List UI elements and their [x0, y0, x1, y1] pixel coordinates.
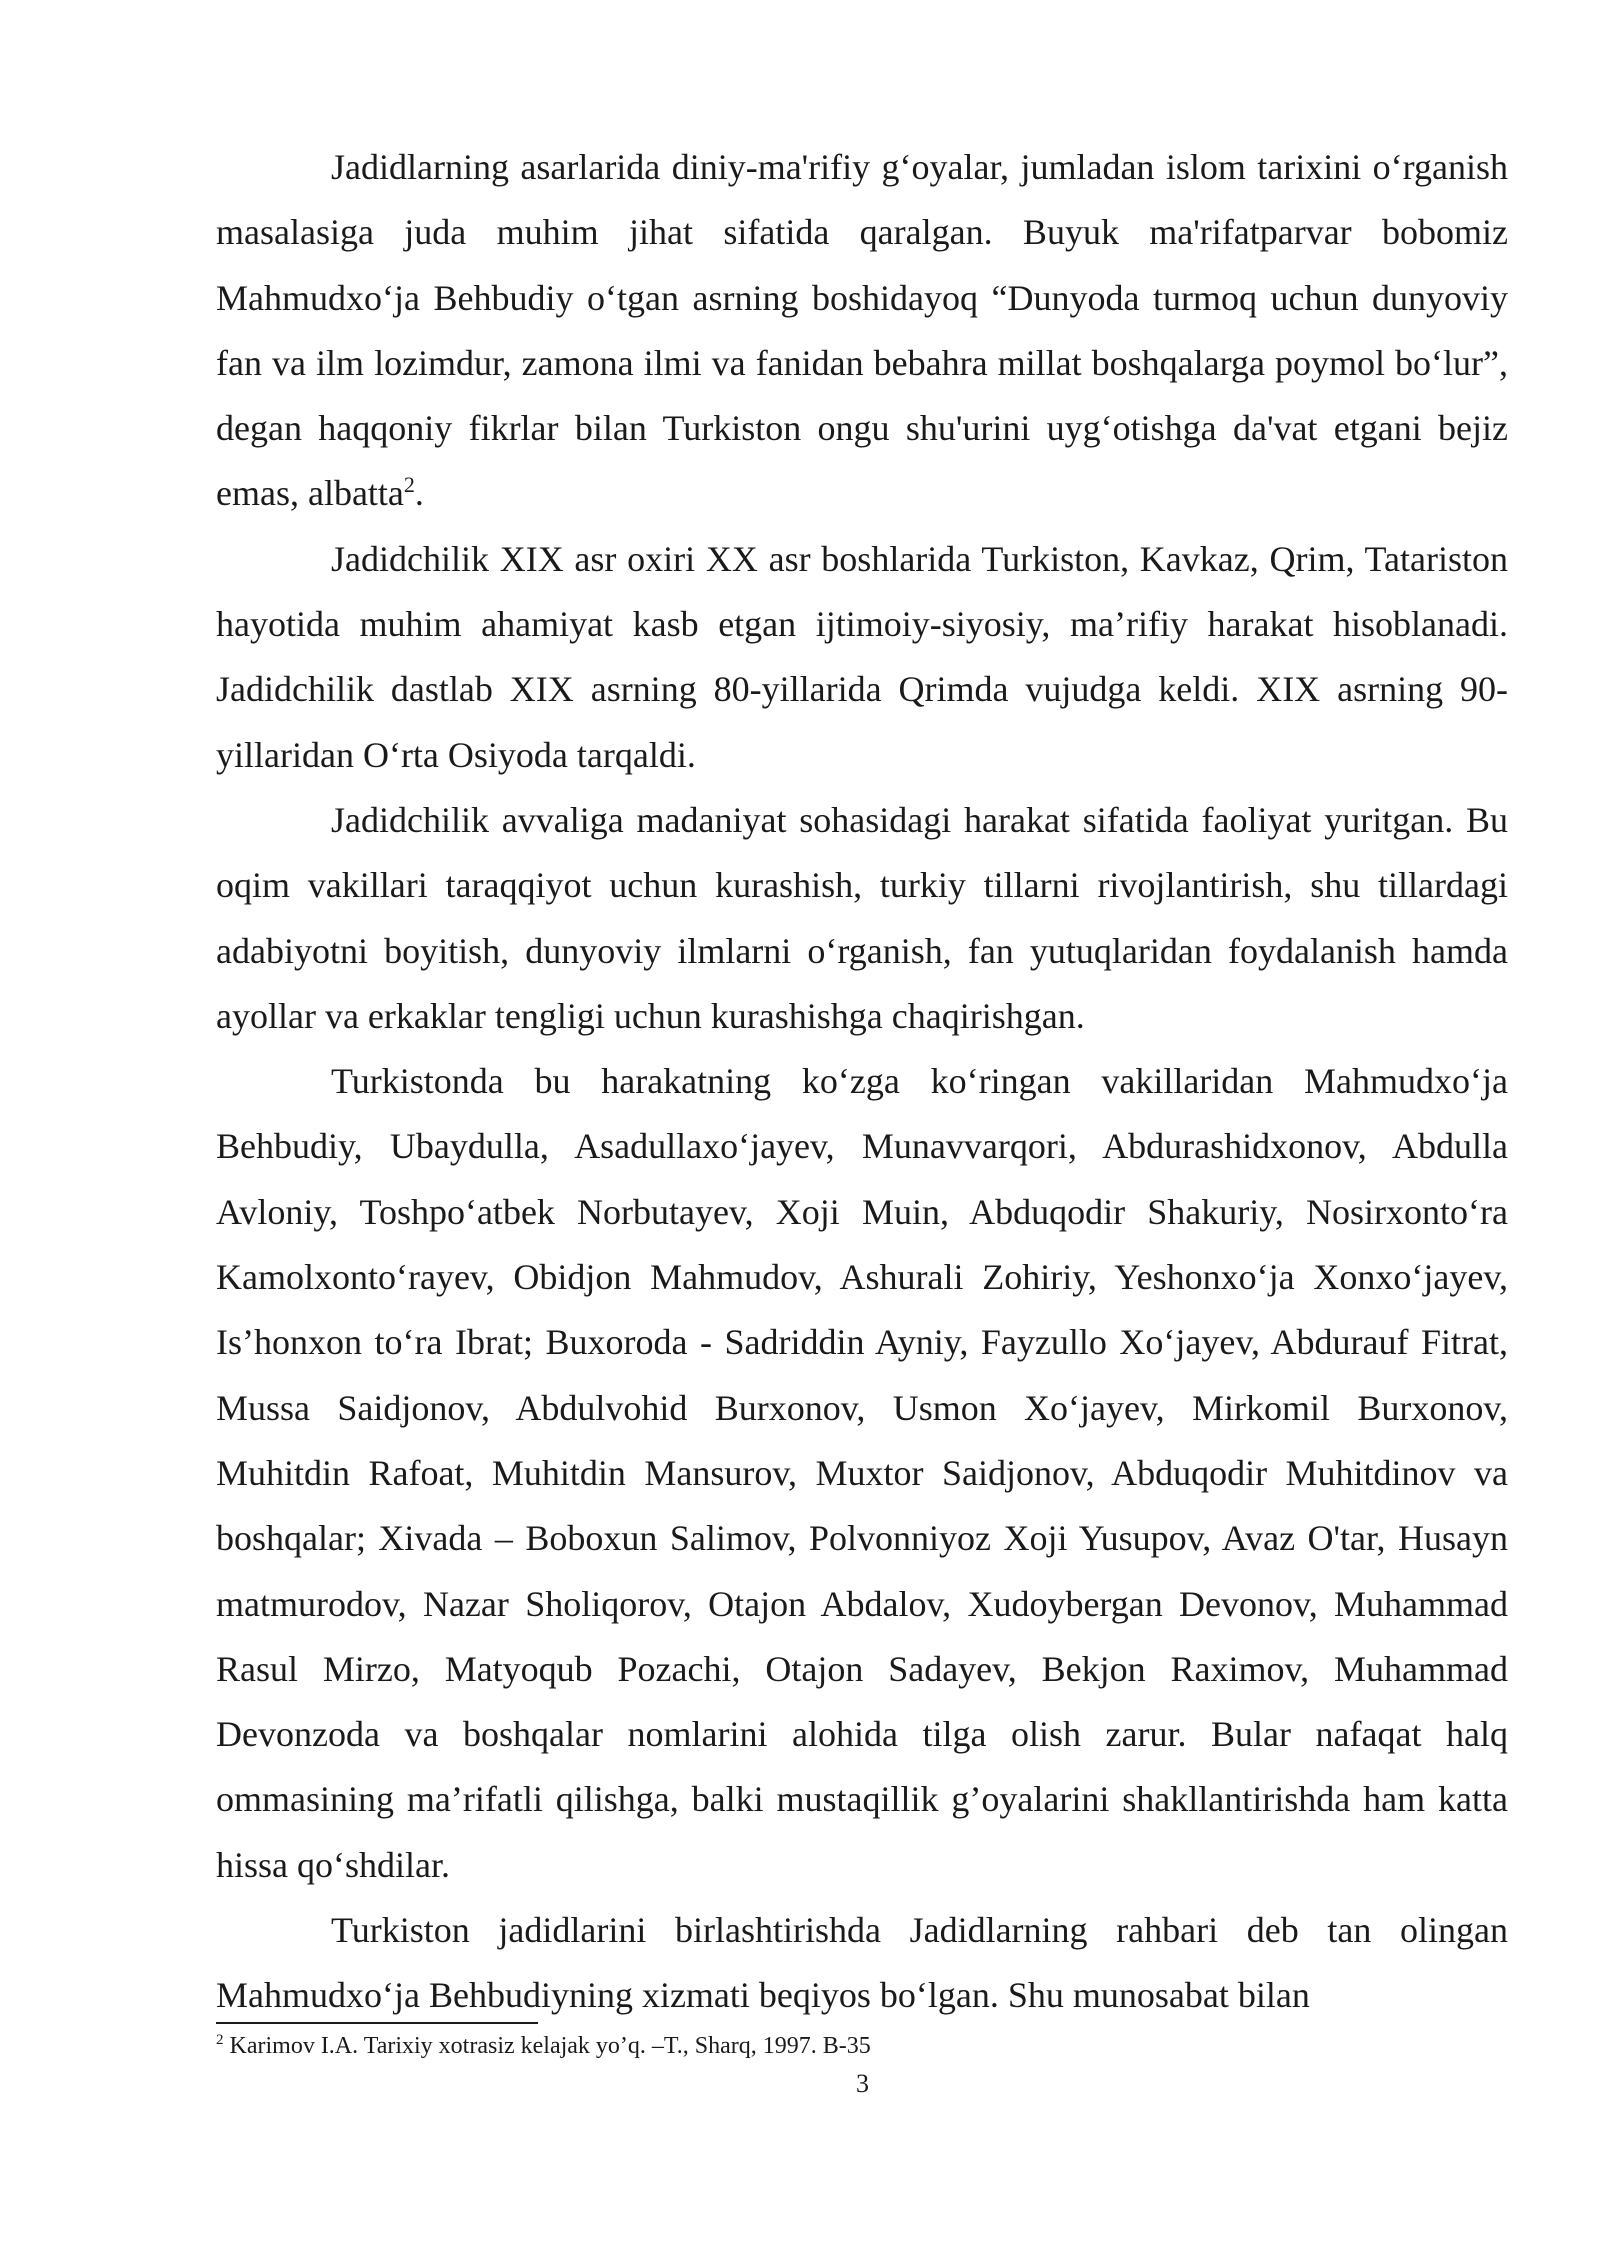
footnote	[216, 2030, 1508, 2062]
paragraph-1-tail: .	[414, 473, 424, 514]
paragraph-4	[216, 1049, 1508, 1898]
footnote-separator	[216, 2022, 538, 2024]
paragraph-1	[216, 135, 1508, 527]
body-text	[216, 135, 1508, 2029]
paragraph-3-text: Jadidchilik avvaliga madaniyat sohasidagi harakat sifatida faoliyat yuritgan. Bu oqim vakillari taraqqiyot uchun kurashish, turkiy tillarni rivojlantirish, shu tillardagi adabiyotni boyitish, dunyoviy ilmlarni o‘rganish, fan yutuqlaridan foydalanish hamda ayollar va erkaklar tengligi uchun kurashishga chaqirishgan.	[216, 799, 1508, 1036]
paragraph-2-text: Jadidchilik XIX asr oxiri XX asr boshlarida Turkiston, Kavkaz, Qrim, Tatariston hayotida muhim ahamiyat kasb etgan ijtimoiy-siyosiy, ma’rifiy harakat hisoblanadi. Jadidchilik dastlab XIX asrning 80-yillarida Qrimda vujudga keldi. XIX asrning 90-yillaridan O‘rta Osiyoda tarqaldi.	[216, 538, 1508, 775]
footnote-mark: 2	[216, 2032, 224, 2048]
paragraph-2	[216, 527, 1508, 788]
paragraph-5	[216, 1898, 1508, 2029]
paragraph-5-text: Turkiston jadidlarini birlashtirishda Jadidlarning rahbari deb tan olingan Mahmudxo‘ja Behbudiyning xizmati beqiyos bo‘lgan. Shu munosabat bilan	[216, 1910, 1508, 2016]
paragraph-1-text: Jadidlarning asarlarida diniy-ma'rifiy g‘oyalar, jumladan islom tarixini o‘rganish masalasiga juda muhim jihat sifatida qaralgan. Buyuk ma'rifatparvar bobomiz Mahmudxo‘ja Behbudiy o‘tgan asrning boshidayoq “Dunyoda turmoq uchun dunyoviy fan va ilm lozimdur, zamona ilmi va fanidan bebahra millat boshqalarga poymol bo‘lur”, degan haqqoniy fikrlar bilan Turkiston ongu shu'urini uyg‘otishga da'vat etgani bejiz emas, albatta	[216, 147, 1508, 514]
footnote-text: Karimov I.A. Tarixiy xotrasiz kelajak yo’q. –T., Sharq, 1997. B-35	[223, 2033, 871, 2059]
footnote-reference: 2	[403, 472, 415, 498]
paragraph-3	[216, 788, 1508, 1049]
page-number: 3	[856, 2069, 869, 2098]
paragraph-4-text: Turkistonda bu harakatning ko‘zga ko‘ringan vakillaridan Mahmudxo‘ja Behbudiy, Ubaydulla, Asadullaxo‘jayev, Munavvarqori, Abdurashidxonov, Abdulla Avloniy, Toshpo‘atbek Norbutayev, Xoji Muin, Abduqodir Shakuriy, Nosirxonto‘ra Kamolxonto‘rayev, Obidjon Mahmudov, Ashurali Zohiriy, Yeshonxo‘ja Xonxo‘jayev, Is’honxon to‘ra Ibrat; Buxoroda - Sadriddin Ayniy, Fayzullo Xo‘jayev, Abdurauf Fitrat, Mussa Saidjonov, Abdulvohid Burxonov, Usmon Xo‘jayev, Mirkomil Burxonov, Muhitdin Rafoat, Muhitdin Mansurov, Muxtor Saidjonov, Abduqodir Muhitdinov va boshqalar; Xivada – Boboxun Salimov, Polvonniyoz Xoji Yusupov, Avaz O'tar, Husayn matmurodov, Nazar Sholiqorov, Otajon Abdalov, Xudoybergan Devonov, Muhammad Rasul Mirzo, Matyoqub Pozachi, Otajon Sadayev, Bekjon Raximov, Muhammad Devonzoda va boshqalar nomlarini alohida tilga olish zarur. Bular nafaqat halq ommasining ma’rifatli qilishga, balki mustaqillik g’oyalarini shakllantirishda ham katta hissa qo‘shdilar.	[216, 1061, 1508, 1885]
